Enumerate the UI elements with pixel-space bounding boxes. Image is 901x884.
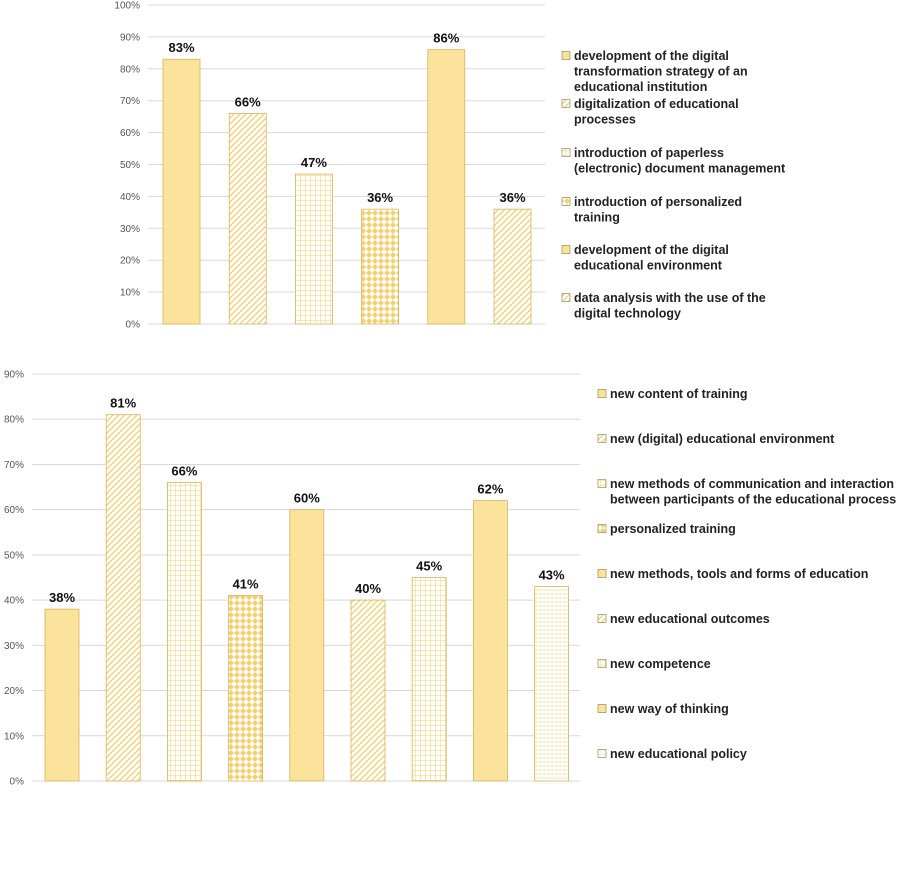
legend-entry [610,567,868,581]
bar-value-label: 66% [234,94,261,110]
legend-entry-line: digitalization of educational [574,97,739,111]
legend-entry [574,195,742,225]
y-tick-label: 0% [9,776,24,788]
legend-entry-line: new competence [610,657,711,671]
legend-entry-line: development of the digital [574,243,729,257]
bar [290,510,324,781]
legend-entry-line: (electronic) document management [574,161,786,176]
legend-entry [574,291,766,321]
legend-swatch [562,100,570,108]
legend-entry-line: transformation strategy of an [574,64,748,79]
legend-swatch [598,615,606,623]
legend-entry [610,657,711,671]
legend-entry-line: new educational policy [610,747,747,761]
bar-value-label: 62% [477,481,504,497]
bar-value-label: 66% [171,463,198,479]
y-tick-label: 50% [3,550,24,562]
bar [167,483,201,781]
y-tick-label: 10% [119,287,140,299]
bar-value-label: 81% [110,395,137,411]
legend-entry [610,747,747,761]
bar-value-label: 41% [232,576,259,592]
legend-swatch [598,570,606,578]
legend-entry [610,702,729,716]
legend-entry [610,477,896,507]
legend-entry [610,432,835,446]
bar [428,50,465,324]
legend-entry [610,387,748,401]
legend-entry-line: new methods of communication and interaction [610,477,895,491]
bar [45,609,79,781]
y-tick-label: 10% [3,731,24,743]
legend-entry-line: development of the digital [574,49,729,63]
bar-value-label: 83% [168,40,195,56]
legend-swatch [598,705,606,713]
legend-entry-line: training [574,210,620,225]
legend-entry [574,97,739,127]
y-tick-label: 20% [119,255,140,267]
bar [295,174,332,324]
legend-entry [610,612,770,626]
legend-swatch [598,390,606,398]
legend-swatch [598,480,606,488]
legend-entry-line: new content of training [610,387,748,401]
y-tick-label: 70% [119,96,140,108]
bar [106,415,140,781]
legend-swatch [598,660,606,668]
legend-swatch [598,525,606,533]
legend-entry-line: introduction of personalized [574,195,743,209]
legend-swatch [598,750,606,758]
y-tick-label: 30% [3,640,24,652]
y-tick-label: 100% [114,0,140,12]
legend-entry-line: educational institution [574,80,708,94]
legend-entry-line: new way of thinking [610,702,729,716]
y-tick-label: 40% [119,191,140,203]
legend-entry-line: data analysis with the use of the [574,291,766,305]
legend-entry [610,522,736,536]
bar [229,596,263,781]
legend-entry-line: personalized training [610,522,736,536]
bar-value-label: 86% [433,30,460,46]
bar [362,209,399,324]
legend-entry-line: digital technology [574,306,681,321]
y-tick-label: 90% [3,369,24,381]
y-tick-label: 0% [125,319,140,331]
legend-swatch [562,246,570,254]
bar-value-label: 38% [48,590,76,606]
bar-value-label: 43% [538,567,565,583]
y-tick-label: 20% [3,686,24,698]
legend-swatch [562,52,570,60]
legend-entry-line: new educational outcomes [610,612,770,626]
y-tick-label: 40% [3,595,24,607]
bar-value-label: 47% [300,155,327,171]
bar-value-label: 60% [293,490,320,506]
legend-swatch [562,294,570,302]
y-tick-label: 70% [3,459,24,471]
legend-entry-line: processes [574,112,636,127]
y-tick-label: 50% [119,160,140,171]
bar [229,113,266,324]
legend-entry [574,49,748,94]
legend-entry-line: introduction of paperless [574,146,725,160]
legend-swatch [598,435,606,443]
y-tick-label: 60% [3,505,24,517]
legend-entry-line: between participants of the educational process [610,492,897,507]
bar [494,209,531,324]
bar [163,59,200,324]
y-tick-label: 30% [119,223,140,235]
y-tick-label: 80% [3,414,24,426]
bar-value-label: 36% [367,190,394,206]
bar [473,501,507,781]
legend-swatch [562,198,570,206]
legend-swatch [562,149,570,157]
bar [412,578,446,782]
legend-entry-line: new (digital) educational environment [610,432,835,446]
bar [351,600,385,781]
chart-digital-transformation-results [4,370,896,788]
y-tick-label: 90% [119,32,140,44]
legend-entry [574,243,729,273]
bar-value-label: 45% [416,558,443,574]
bar-value-label: 36% [499,190,526,206]
legend-entry-line: educational environment [574,258,722,273]
bar [535,587,569,781]
chart-digital-transformation-directions [114,1,786,331]
legend-entry [574,146,786,176]
bar-value-label: 40% [354,581,382,597]
y-tick-label: 80% [119,64,140,76]
y-tick-label: 60% [119,128,140,140]
legend-entry-line: new methods, tools and forms of education [610,567,869,581]
